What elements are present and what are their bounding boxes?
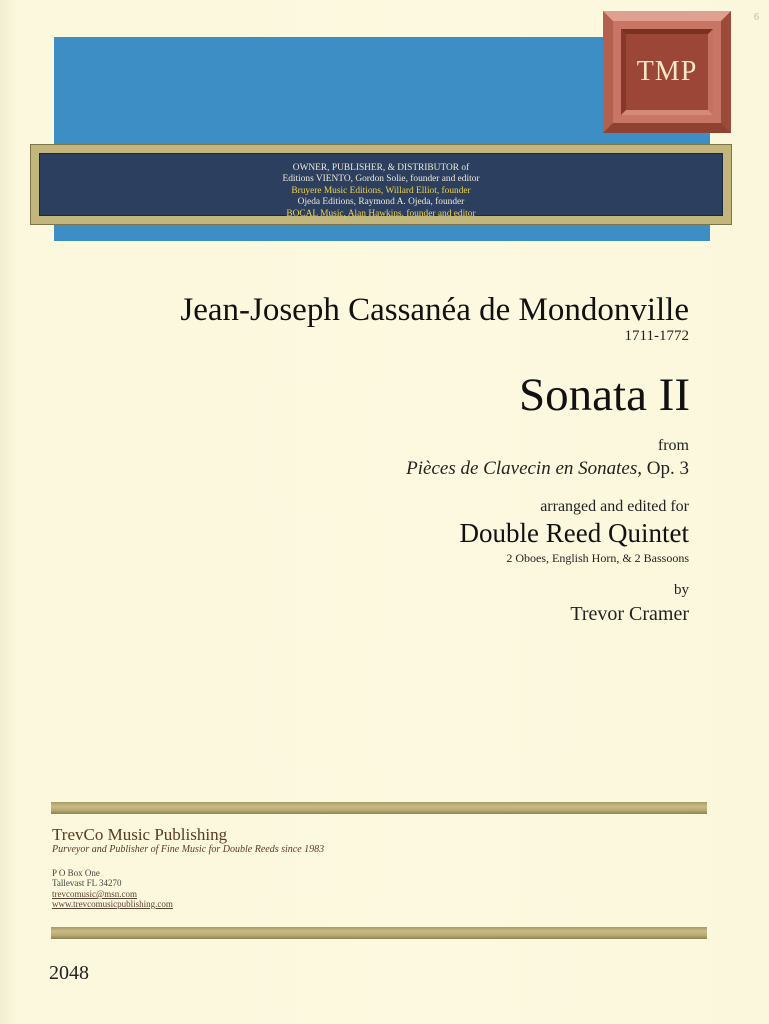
email-link[interactable]: trevcomusic@msn.com (52, 889, 138, 899)
owner-line-heading: OWNER, PUBLISHER, & DISTRIBUTOR of (292, 163, 470, 173)
ensemble-name: Double Reed Quintet (459, 518, 689, 548)
composer-dates: 1711-1772 (624, 328, 689, 344)
owner-publisher-panel (31, 145, 731, 224)
publisher-tagline: Purveyor and Publisher of Fine Music for Double Reeds since 1983 (52, 844, 325, 855)
logo-inner (621, 29, 713, 115)
arranged-label: arranged and edited for (540, 498, 689, 515)
source-collection (406, 458, 689, 480)
footer-bottom-rule (51, 927, 707, 939)
owner-line-bocal: BOCAL Music, Alan Hawkins, founder and editor (286, 208, 476, 219)
logo-text: TMP (636, 56, 698, 87)
arranger-name: Trevor Cramer (570, 603, 689, 625)
corner-mark: 6 (754, 12, 759, 23)
footer-top-rule (51, 802, 707, 814)
composer-name: Jean-Joseph Cassanéa de Mondonville (180, 292, 689, 328)
address-line-2: Tallevast FL 34270 (52, 878, 122, 888)
tmp-logo (603, 11, 731, 133)
instrumentation: 2 Oboes, English Horn, & 2 Bassoons (506, 551, 689, 565)
owner-lines (39, 163, 723, 220)
publisher-name: TrevCo Music Publishing (52, 825, 228, 844)
owner-panel-inner (39, 153, 723, 219)
address-line-1: P O Box One (52, 868, 100, 878)
source-opus: , Op. 3 (637, 458, 689, 479)
owner-line-ojeda: Ojeda Editions, Raymond A. Ojeda, founder (297, 197, 465, 208)
owner-line-viento: Editions VIENTO, Gordon Solie, founder and editor (282, 174, 480, 185)
catalog-number: 2048 (49, 962, 89, 984)
by-label: by (674, 582, 689, 598)
owner-line-bruyere: Bruyere Music Editions, Willard Elliot, founder (291, 185, 471, 196)
work-title: Sonata II (519, 369, 690, 421)
source-title: Pièces de Clavecin en Sonates (406, 458, 638, 479)
website-link[interactable]: www.trevcomusicpublishing.com (52, 899, 173, 909)
from-label: from (657, 437, 689, 454)
